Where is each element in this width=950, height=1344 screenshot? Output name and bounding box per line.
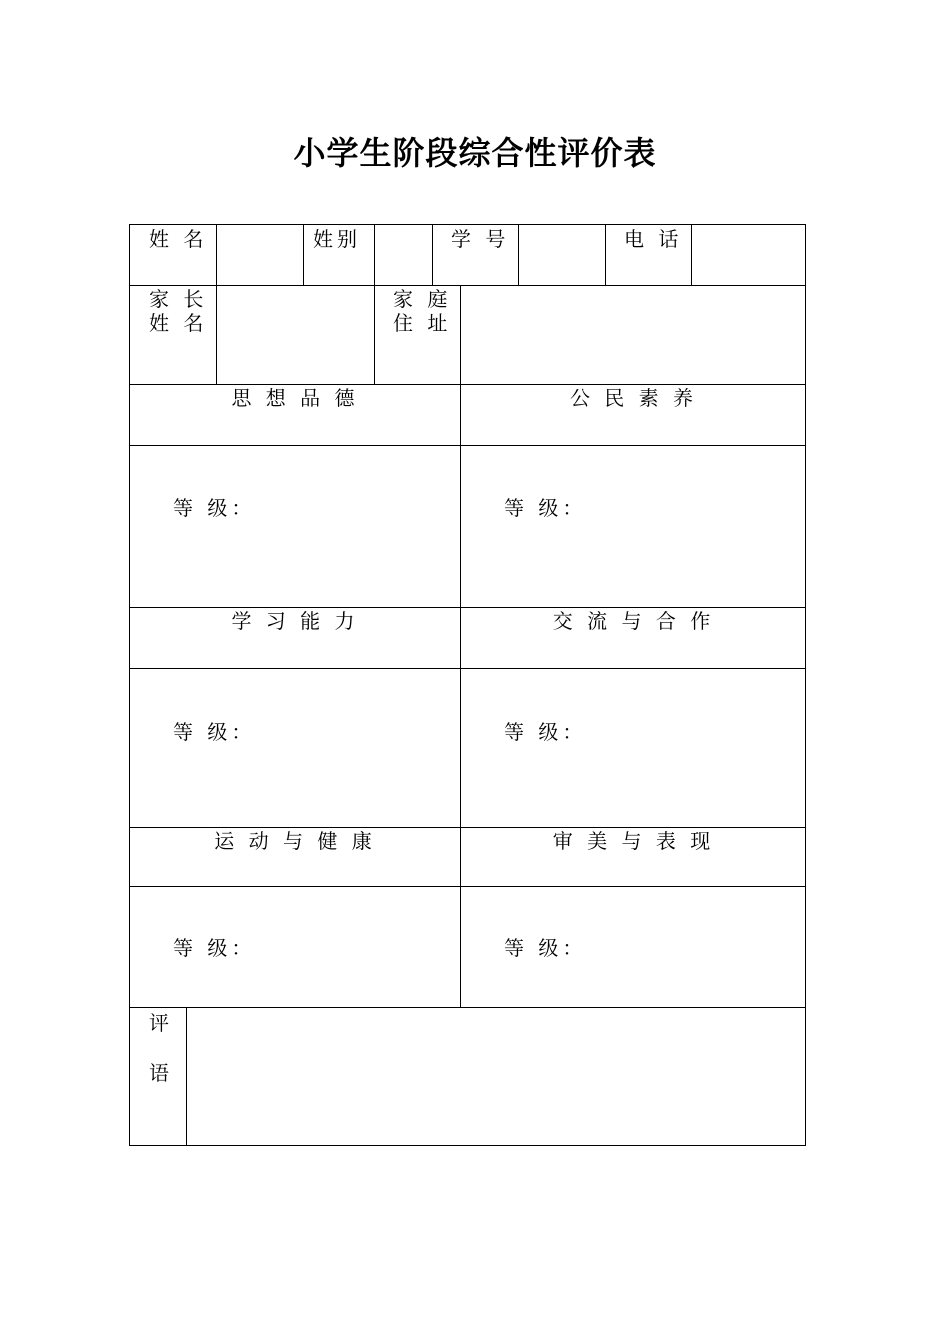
parent-name-label-line1: 家 长 <box>149 287 208 311</box>
section-title-aesthetics: 审 美 与 表 现 <box>552 829 715 853</box>
parent-name-field[interactable] <box>218 287 372 382</box>
col-divider <box>518 225 519 285</box>
grade-label-communication: 等 级： <box>504 720 587 744</box>
comment-label-line2: 语 <box>149 1061 173 1085</box>
address-label-line2: 住 址 <box>393 311 452 335</box>
row-divider <box>130 607 805 608</box>
section-title-learning: 学 习 能 力 <box>231 609 359 633</box>
parent-name-label-line2: 姓 名 <box>149 311 208 335</box>
col-divider <box>432 225 433 285</box>
row-divider <box>130 384 805 385</box>
grade-label-moral: 等 级： <box>173 496 256 520</box>
student-id-label: 学 号 <box>451 227 510 251</box>
row-divider <box>130 445 805 446</box>
col-divider <box>374 285 375 384</box>
col-divider <box>460 384 461 1007</box>
col-divider <box>186 1007 187 1145</box>
address-label-line1: 家 庭 <box>393 287 452 311</box>
section-title-moral: 思 想 品 德 <box>231 386 359 410</box>
col-divider <box>374 225 375 285</box>
col-divider <box>460 285 461 384</box>
row-divider <box>130 1007 805 1008</box>
col-divider <box>216 225 217 285</box>
col-divider <box>691 225 692 285</box>
student-id-field[interactable] <box>520 227 604 283</box>
row-divider <box>130 827 805 828</box>
grade-label-sports: 等 级： <box>173 936 256 960</box>
section-title-civic: 公 民 素 养 <box>569 386 698 410</box>
section-title-communication: 交 流 与 合 作 <box>552 609 715 633</box>
comment-label-line1: 评 <box>149 1011 173 1035</box>
phone-label: 电 话 <box>624 227 683 251</box>
col-divider <box>303 225 304 285</box>
name-label: 姓 名 <box>149 227 208 251</box>
section-title-sports: 运 动 与 健 康 <box>214 829 376 853</box>
address-field[interactable] <box>462 287 803 382</box>
row-divider <box>130 668 805 669</box>
phone-field[interactable] <box>693 227 803 283</box>
gender-field[interactable] <box>376 227 431 283</box>
grade-label-civic: 等 级： <box>504 496 587 520</box>
row-divider <box>130 886 805 887</box>
gender-label: 姓别 <box>313 227 361 251</box>
page-title: 小学生阶段综合性评价表 <box>293 134 657 172</box>
row-divider <box>130 285 805 286</box>
evaluation-form <box>129 224 806 1146</box>
comment-field[interactable] <box>188 1009 803 1143</box>
name-field[interactable] <box>218 227 302 283</box>
grade-label-aesthetics: 等 级： <box>504 936 587 960</box>
col-divider <box>216 285 217 384</box>
grade-label-learning: 等 级： <box>173 720 256 744</box>
col-divider <box>605 225 606 285</box>
